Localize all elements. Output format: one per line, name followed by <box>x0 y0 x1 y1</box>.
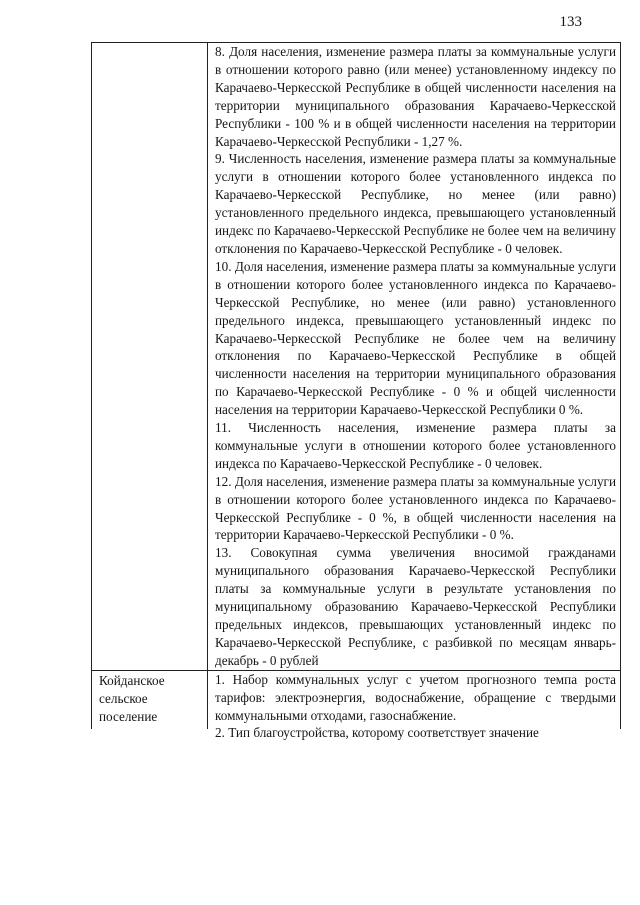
municipality-name-line: поселение <box>99 708 158 724</box>
indicators-cell <box>208 670 621 741</box>
indicator-8: 8. Доля населения, изменение размера платы за коммунальные услуги в отношении которого равно (или менее) установленному индексу по Карачаево-Черкесской Республике в общей численности населения на территории муниципального образования Карачаево-Черкесской Республики - 100 % и в общей численности населения на территории Карачаево-Черкесской Республики - 1,27 %. <box>215 44 616 149</box>
indicators-table <box>91 42 621 741</box>
indicator-11: 11. Численность населения, изменение размера платы за коммунальные услуги в отношении которого более установленного индекса по Карачаево-Черкесской Республике - 0 человек. <box>215 420 616 471</box>
municipality-name-line: сельское <box>99 690 148 706</box>
indicators-cell <box>208 43 621 671</box>
table-row <box>92 43 621 671</box>
page-number: 133 <box>559 14 582 30</box>
indicator-10: 10. Доля населения, изменение размера платы за коммунальные услуги в отношении которого более установленного индекса по Карачаево-Черкесской Республике, но менее (или равно) установленного предельного индекса, превышающего установленный индекс по Карачаево-Черкесской Республике не более чем на величину отклонения по Карачаево-Черкесской Республике в общей численности населения на территории муниципального образования по Карачаево-Черкесской Республике - 0 % и общей численности населения на территории Карачаево-Черкесской Республики 0 %. <box>215 258 616 418</box>
table-row <box>92 670 621 729</box>
indicator-2: 2. Тип благоустройства, которому соответствует значение <box>215 725 539 741</box>
indicator-9: 9. Численность населения, изменение размера платы за коммунальные услуги в отношении которого более установленного индекса по Карачаево-Черкесской Республике, но менее (или равно) установленного предельного индекса, превышающего установленный индекс по Карачаево-Черкесской Республике не более чем на величину отклонения по Карачаево-Черкесской Республике - 0 человек. <box>215 151 616 256</box>
municipality-cell <box>92 43 208 671</box>
indicator-13: 13. Совокупная сумма увеличения вносимой гражданами муниципального образования Карачаево-Черкесской Республики платы за коммунальные услуги в результате установления по муниципальному образованию Карачаево-Черкесской Республики предельных индексов, превышающих установленный индекс по Карачаево-Черкесской Республике, с разбивкой по месяцам январь-декабрь - 0 рублей <box>215 545 616 668</box>
indicator-1: 1. Набор коммунальных услуг с учетом прогнозного темпа роста тарифов: электроэнергия, водоснабжение, обращение с твердыми коммунальными отходами, газоснабжение. <box>215 671 616 723</box>
indicator-12: 12. Доля населения, изменение размера платы за коммунальные услуги в отношении которого более установленного индекса по Карачаево-Черкесской Республике - 0 %, в общей численности населения на территории Карачаево-Черкесской Республики - 0 %. <box>215 473 616 543</box>
municipality-cell <box>92 670 208 729</box>
municipality-name-line: Койданское <box>99 672 165 688</box>
